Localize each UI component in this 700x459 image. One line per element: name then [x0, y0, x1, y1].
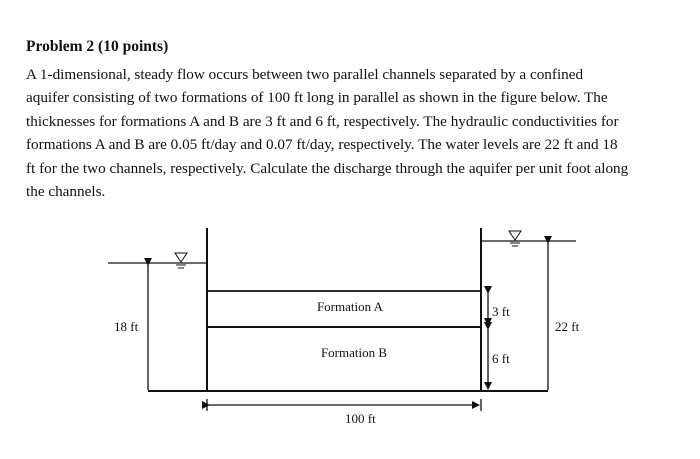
problem-title: Problem 2 (10 points)	[26, 38, 169, 55]
left-level-label: 18 ft	[114, 319, 139, 334]
length-label: 100 ft	[345, 411, 376, 426]
statement-line: formations A and B are 0.05 ft/day and 0.07 ft/day, respectively. The water levels are 22 ft and 18	[26, 136, 618, 154]
formation-a-label: Formation A	[316, 299, 384, 314]
right-level-label: 22 ft	[555, 319, 580, 334]
left-water-level-icon	[175, 253, 187, 268]
formation-b-label: Formation B	[320, 345, 388, 360]
thickness-b-label: 6 ft	[492, 351, 510, 366]
statement-line: ft for the two channels, respectively. Calculate the discharge through the aquifer per unit foot along	[26, 159, 629, 177]
statement-line: the channels.	[26, 183, 106, 201]
right-water-level-icon	[509, 231, 521, 246]
thickness-a-label: 3 ft	[492, 304, 510, 319]
statement-line: aquifer consisting of two formations of 100 ft long in parallel as shown in the figure below. The	[26, 89, 608, 107]
statement-line: A 1-dimensional, steady flow occurs between two parallel channels separated by a confined	[26, 66, 584, 83]
statement-line: thicknesses for formations A and B are 3 ft and 6 ft, respectively. The hydraulic conductivities for	[26, 112, 619, 130]
